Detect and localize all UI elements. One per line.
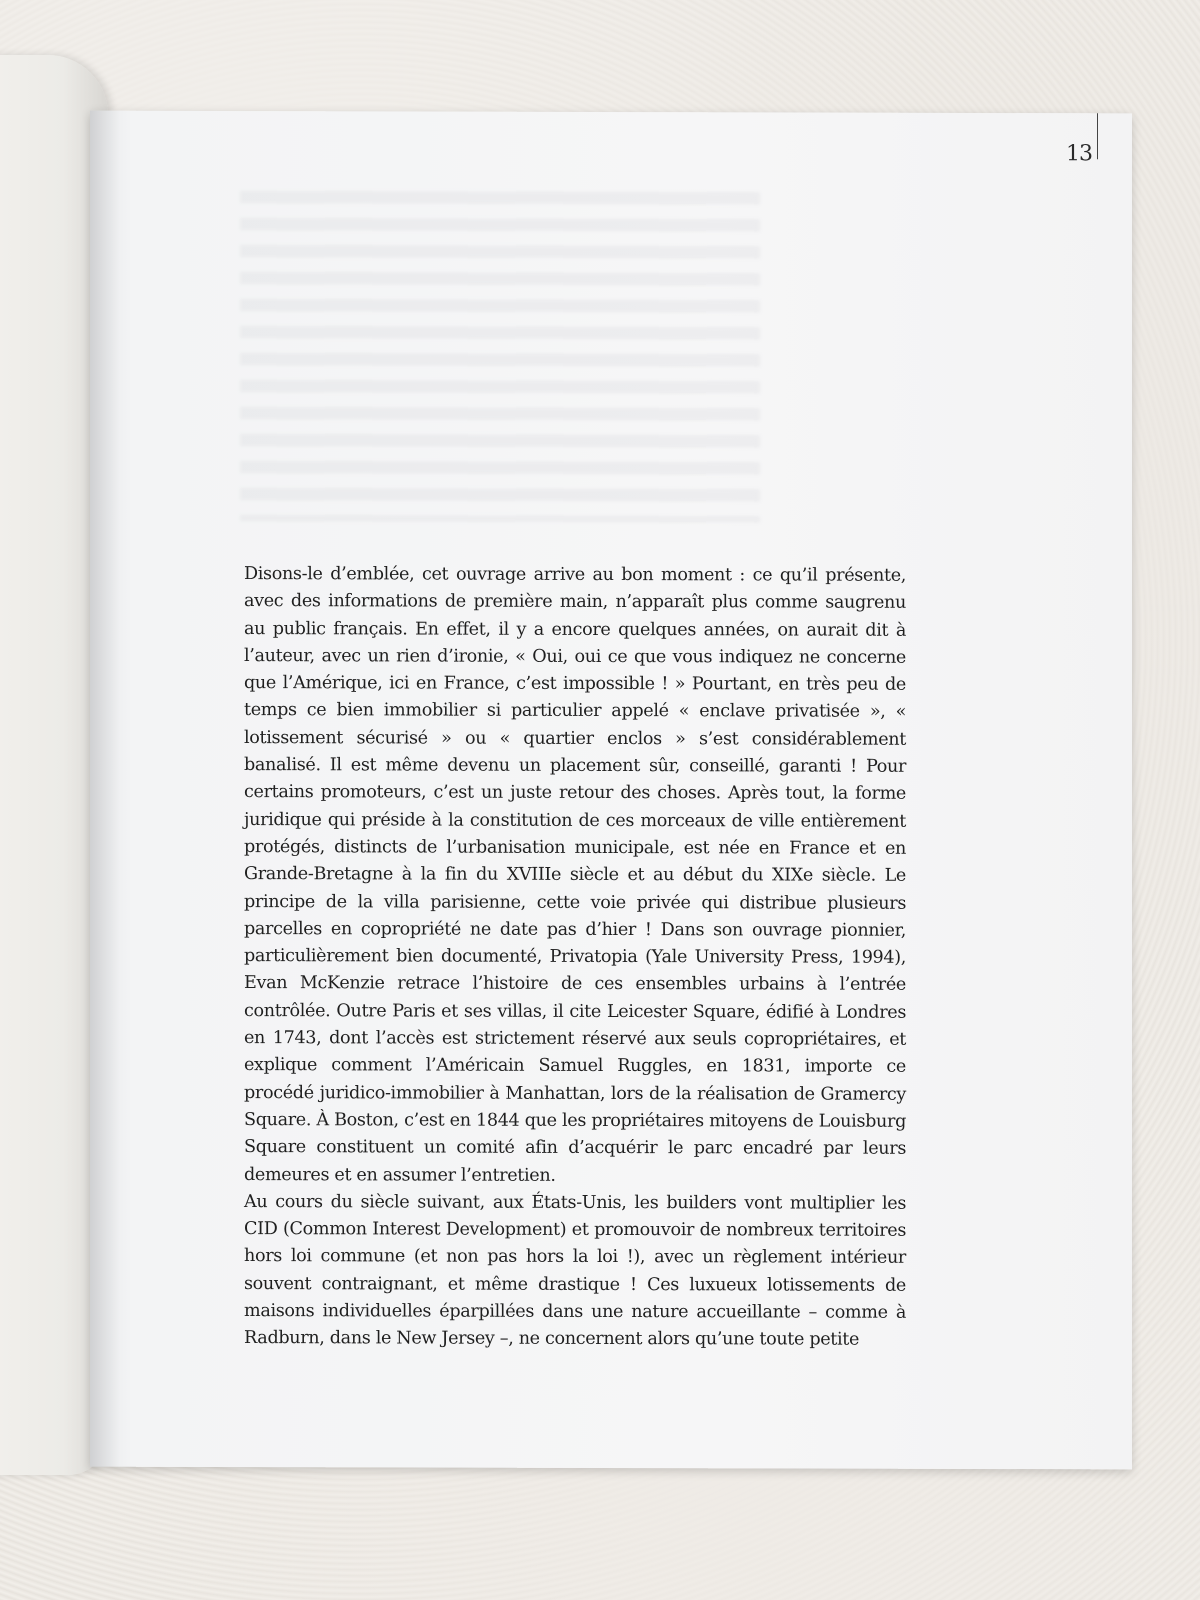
gutter-shadow xyxy=(90,111,120,1467)
body-text xyxy=(244,561,906,1354)
right-page xyxy=(90,111,1132,1470)
page-number: 13 xyxy=(1066,141,1092,167)
page-rule xyxy=(1097,113,1098,159)
paragraph-1: Disons-le d’emblée, cet ouvrage arrive au bon moment : ce qu’il présente, avec des informations de première main, n’apparaît plus comme saugrenu au public français. En effet, il y a encore quelques années, on aurait dit à l’auteur, avec un rien d’ironie, « Oui, oui ce que vous indiquez ne concerne que l’Amérique, ici en France, c’est impossible ! » Pourtant, en très peu de temps ce bien immobilier si particulier appelé « enclave privatisée », « lotissement sécurisé » ou « quartier enclos » s’est considérablement banalisé. Il est même devenu un placement sûr, conseillé, garanti ! Pour certains promoteurs, c’est un juste retour des choses. Après tout, la forme juridique qui préside à la constitution de ces morceaux de ville entièrement protégés, distincts de l’urbanisation municipale, est née en France et en Grande-Bretagne à la fin du XVIIIe siècle et au début du XIXe siècle. Le principe de la villa parisienne, cette voie privée qui distribue plusieurs parcelles en copropriété ne date pas d’hier ! Dans son ouvrage pionnier, particulièrement bien documenté, Privatopia (Yale University Press, 1994), Evan McKenzie retrace l’histoire de ces ensembles urbains à l’entrée contrôlée. Outre Paris et ses villas, il cite Leicester Square, édifié à Londres en 1743, dont l’accès est strictement réservé aux seuls copropriétaires, et explique comment l’Américain Samuel Ruggles, en 1831, importe ce procédé juridico-immobilier à Manhattan, lors de la réalisation de Gramercy Square. À Boston, c’est en 1844 que les propriétaires mitoyens de Louisburg Square constituent un comité afin d’acquérir le parc encadré par leurs demeures et en assumer l’entretien. xyxy=(244,564,906,1186)
bleed-through-text xyxy=(240,191,760,522)
paragraph-2: Au cours du siècle suivant, aux États-Unis, les builders vont multiplier les CID (Common Interest Development) et promouvoir de nombreux territoires hors loi commune (et non pas hors la loi !), avec un règlement intérieur souvent contraignant, et même drastique ! Ces luxueux lotissements de maisons individuelles éparpillées dans une nature accueillante – comme à Radburn, dans le New Jersey –, ne concernent alors qu’une toute petite xyxy=(244,1191,906,1350)
